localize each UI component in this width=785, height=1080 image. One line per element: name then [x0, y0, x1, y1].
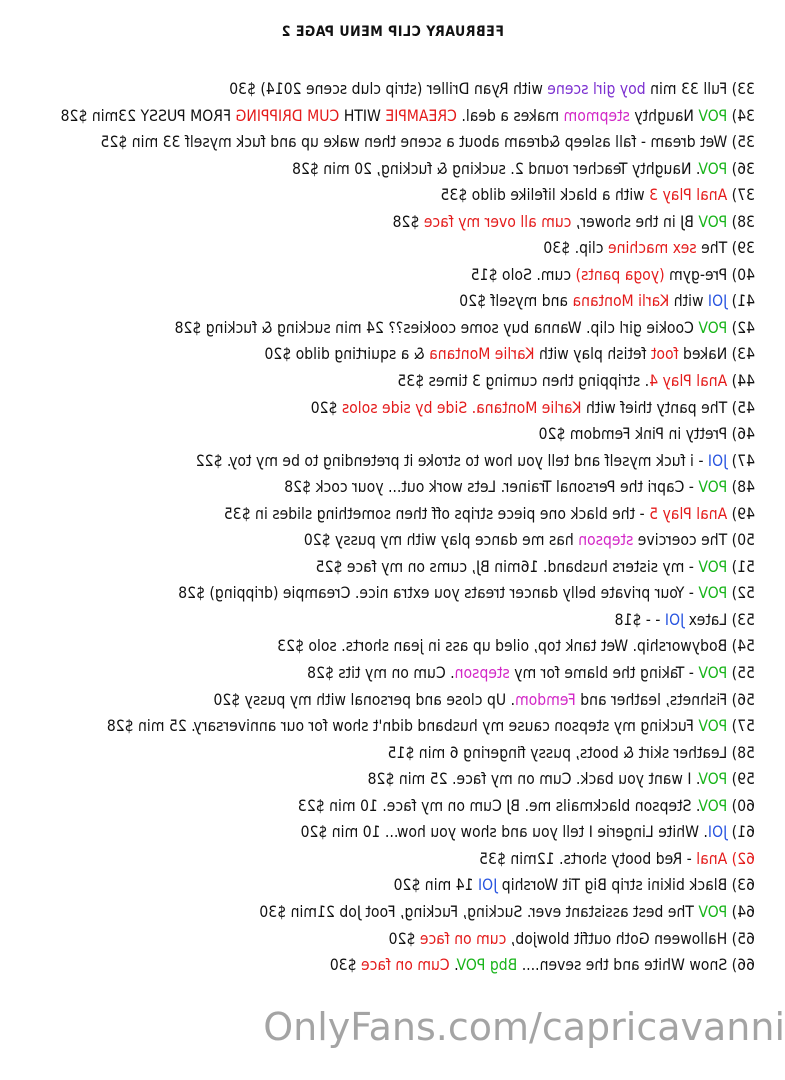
list-item-text: POV [698, 106, 728, 125]
list-item-text: 59) [727, 770, 755, 789]
list-item [0, 554, 785, 581]
list-item-text: POV [700, 159, 728, 178]
list-item-text: JOI [707, 292, 728, 311]
list-item-text: 46) Pretty in Pink Femdom $20 [538, 425, 755, 444]
list-item [0, 448, 785, 475]
list-item-text: JOI [707, 823, 728, 842]
list-item-text: . Naughty Teacher round 2. sucking & fucking, 20 min $28 [292, 159, 701, 178]
list-item [0, 580, 785, 607]
list-item-text: $30 [329, 956, 362, 975]
list-item-text: . Up close and personal with my pussy $20 [213, 690, 516, 709]
list-item-text: Anal Play 3 [649, 186, 728, 205]
list-item-text: - the black one piece strips off then something slides in $35 [223, 504, 650, 523]
list-item-text: Karli Montana [572, 292, 670, 311]
list-item [0, 235, 785, 262]
list-item-text: . Stepson blackmails me. BJ Cum on my face. 10 min $23 [297, 796, 701, 815]
list-item-text: fetish play with [534, 345, 651, 364]
list-item-text: 37) [727, 186, 755, 205]
list-item [0, 156, 785, 183]
list-item-text: makes a deal. [456, 106, 564, 125]
list-item-text: - Taking the blame for my [509, 664, 699, 683]
list-item-text: Femdom [515, 690, 576, 709]
list-item-text: - my sisters husband. 16min BJ, cums on my face $25 [315, 557, 699, 576]
list-item [0, 129, 785, 156]
list-item-text: 43) Naked [678, 345, 755, 364]
list-item-text: BJ in the shower, [571, 212, 699, 231]
list-item-text: stepson [578, 531, 634, 550]
list-item-text: with [669, 292, 708, 311]
list-item [0, 633, 785, 660]
list-item [0, 607, 785, 634]
list-item-text: 35) Wet dream - fall asleep &dream about a scene then wake up and fuck myself 33 min $25 [100, 133, 755, 152]
list-item-text: . White Lingerie I tell you and show you how... 10 min $20 [300, 823, 708, 842]
list-item-text: boy girl scene [547, 80, 646, 98]
list-item-text: 33) Full 33 min [645, 80, 755, 98]
list-item-text: . stripping then cuming 3 times $35 [397, 372, 650, 391]
list-item [0, 395, 785, 422]
list-item-text: $28 [392, 212, 424, 231]
list-item [0, 368, 785, 395]
list-item-text: 60) [727, 796, 755, 815]
watermark-text: OnlyFans.com/capricavanni [263, 1005, 785, 1049]
list-item-text: $20 [388, 929, 420, 948]
list-item-text: POV [698, 584, 728, 603]
list-item-text: 66) Snow White and the seven.... [517, 956, 755, 975]
list-item [0, 527, 785, 554]
list-item-text: FROM PUSSY 23min $28 [60, 106, 236, 125]
list-item [0, 740, 785, 767]
list-item [0, 209, 785, 236]
list-item-text: 57) [727, 717, 755, 736]
list-item [0, 182, 785, 209]
list-item-text: 48) [727, 478, 755, 497]
list-item-text: 45) The panty thief with [581, 398, 755, 417]
page-title: FEBRUARY CLIP MENU PAGE 2 [281, 24, 504, 40]
list-item-text: 47) [727, 451, 755, 470]
list-item-text: 62) [727, 849, 755, 868]
list-item-text: Naughty [629, 106, 699, 125]
list-item [0, 103, 785, 130]
list-item-text: cum. Solo $15 [470, 265, 576, 284]
list-item [0, 315, 785, 342]
list-item-text: POV [698, 212, 728, 231]
list-item-text: Karlie Montana. Side by side solos [341, 398, 582, 417]
list-item-text: POV [698, 902, 728, 921]
list-item-text: . Cum on my tits $28 [307, 664, 455, 683]
list-item [0, 819, 785, 846]
list-item-text: 61) [727, 823, 755, 842]
list-item-text: Cum on face [361, 956, 450, 975]
list-item-text: POV [698, 664, 728, 683]
list-item-text: 50) The coercive [633, 531, 755, 550]
list-item-text: and myself $20 [459, 292, 573, 311]
list-item-text: 44) [727, 372, 755, 391]
list-item-text: CREAMPIE [385, 106, 457, 125]
list-item-text: POV [698, 318, 728, 337]
list-item-text: 64) [727, 902, 755, 921]
list-item-text: JOI [478, 876, 498, 895]
list-item-text: 55) [727, 664, 755, 683]
list-item-text: foot [650, 345, 679, 364]
list-item [0, 952, 785, 979]
list-item-text: 56) Fishnets, leather and [575, 690, 755, 709]
list-item-text: 53) Latex [684, 610, 755, 629]
list-item-text: POV [698, 478, 728, 497]
list-item [0, 872, 785, 899]
list-item-text: 41) [727, 292, 755, 311]
list-item [0, 341, 785, 368]
list-item-text: 34) [727, 106, 755, 125]
list-item [0, 713, 785, 740]
list-item-text: The best assistant ever. Sucking, Fucking, Foot Job 21min $30 [259, 902, 699, 921]
list-item-text: 49) [727, 504, 755, 523]
list-item-text: with Ryan Driller (strip club scene 2014) $30 [229, 80, 548, 98]
list-item-text: POV [700, 770, 728, 789]
list-item-text: - - $18 [614, 610, 665, 629]
list-item-text: 51) [727, 557, 755, 576]
list-item-text: stepson [454, 664, 510, 683]
list-item-text: - Your private belly dancer treats you extra nice. Creampie (dripping) $28 [178, 584, 699, 603]
list-item-text: (yoga pants) [575, 265, 665, 284]
list-item-text: POV [700, 796, 728, 815]
list-item [0, 899, 785, 926]
list-item-text: WITH [339, 106, 386, 125]
list-item [0, 474, 785, 501]
list-item-text: has me dance play with my pussy $20 [303, 531, 579, 550]
list-item-text: 54) Bodyworship. Wet tank top, oiled up ass in jean shorts. solo $23 [277, 637, 755, 656]
list-item-text: Cookie girl clip. Wanna buy some cookies?? 24 min sucking & fucking $28 [174, 318, 699, 337]
list-item-text: . [449, 956, 459, 975]
list-item-text: with a black lifelike dildo $35 [440, 186, 650, 205]
list-item-text: $20 [310, 398, 342, 417]
clip-list [0, 76, 785, 979]
list-item [0, 262, 785, 289]
list-item-text: 58) Leather skirt & boots, pussy fingering 6 min $15 [387, 743, 755, 762]
list-item [0, 766, 785, 793]
list-item-text: 14 min $20 [393, 876, 478, 895]
list-item-text: Anal [696, 849, 728, 868]
list-item-text: sex machine [607, 239, 697, 258]
list-item-text: & a squirting dildo $20 [264, 345, 430, 364]
list-item [0, 793, 785, 820]
list-item [0, 926, 785, 953]
list-item-text: 52) [727, 584, 755, 603]
list-item-text: - Capri the Personal Trainer. Lets work out... your cock $28 [284, 478, 699, 497]
list-item-text: - Red booty shorts. 12min $35 [479, 849, 697, 868]
list-item-text: 65) Halloween Goth outfit blowjob, [506, 929, 755, 948]
list-item-text: cum all over my face [423, 212, 572, 231]
list-item-text: stepmom [563, 106, 630, 125]
list-item-text: Karlie Montana [429, 345, 535, 364]
list-item-text: JOI [664, 610, 685, 629]
list-item-text: 39) The [696, 239, 755, 258]
list-item-text: 40) Pre-gym [664, 265, 755, 284]
watermark [0, 1005, 785, 1049]
list-item [0, 288, 785, 315]
list-item-text: POV [698, 557, 728, 576]
list-item [0, 846, 785, 873]
list-item-text: 63) Black bikini strip Big Tit Worship [497, 876, 755, 895]
list-item [0, 660, 785, 687]
list-item-text: 42) [727, 318, 755, 337]
list-item-text: Anal Play 4 [649, 372, 728, 391]
list-item-text: 38) [727, 212, 755, 231]
list-item-text: cum on face [419, 929, 507, 948]
list-item-text: clip. $30 [543, 239, 608, 258]
list-item-text: JOI [707, 451, 728, 470]
list-item-text: 36) [727, 159, 755, 178]
list-item-text: - i fuck myself and tell you how to stroke it pretending to be my toy. $22 [195, 451, 708, 470]
list-item-text: . I want you back. Cum on my face. 25 min $28 [367, 770, 701, 789]
list-item [0, 421, 785, 448]
list-item [0, 76, 785, 103]
list-item [0, 687, 785, 714]
list-item-text: Anal Play 5 [649, 504, 728, 523]
list-item-text: Bbg POV [458, 956, 518, 975]
list-item-text: CUM DRIPPING [235, 106, 340, 125]
list-item-text: Fucking my stepson cause my husband didn't show for our anniversary. 25 min $28 [106, 717, 699, 736]
list-item [0, 501, 785, 528]
list-item-text: POV [698, 717, 728, 736]
